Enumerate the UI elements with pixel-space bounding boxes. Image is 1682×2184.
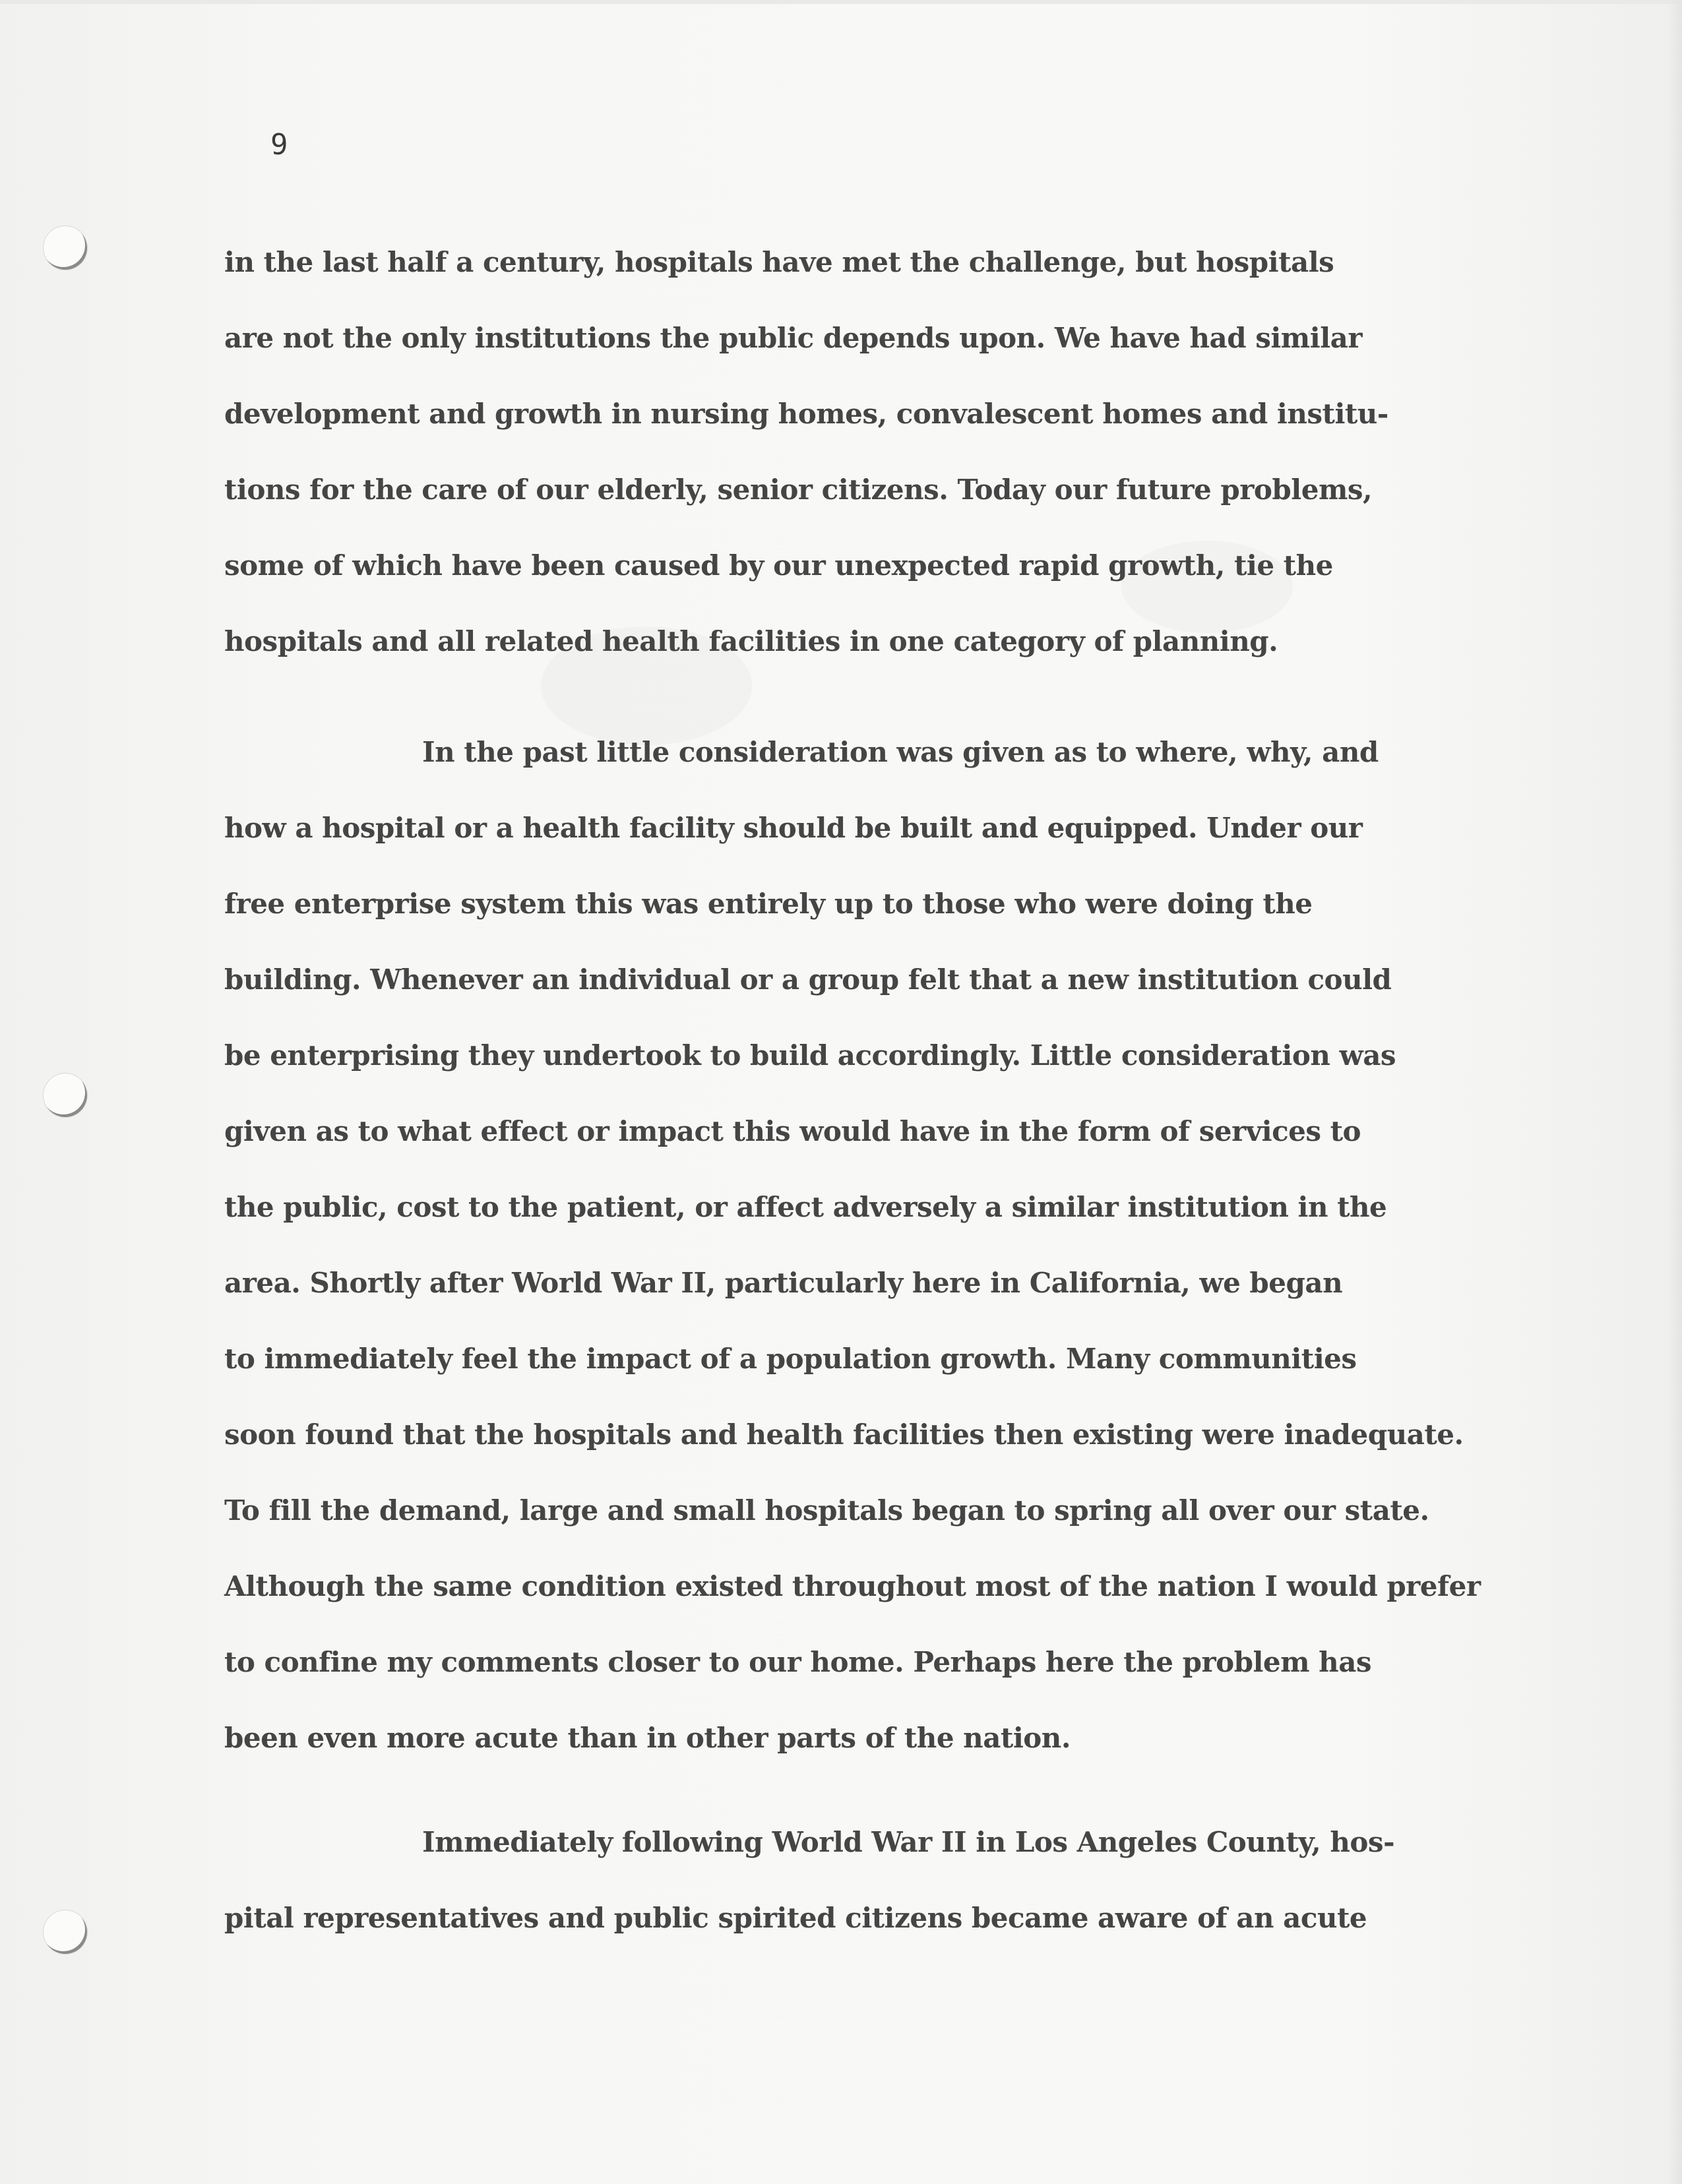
paragraph-3 [224,1804,1570,1956]
text-line: hospitals and all related health facilities in one category of planning. [224,625,1278,657]
page-number: 9 [270,128,288,162]
text-line: been even more acute than in other parts of the nation. [224,1722,1071,1754]
text-line: building. Whenever an individual or a group felt that a new institution could [224,963,1392,996]
punch-hole-icon [44,1910,87,1954]
text-line: given as to what effect or impact this would have in the form of services to [224,1115,1361,1147]
text-line: to confine my comments closer to our home. Perhaps here the problem has [224,1646,1372,1678]
text-line: development and growth in nursing homes, convalescent homes and institu- [224,398,1388,430]
text-line: Immediately following World War II in Los Angeles County, hos- [422,1826,1395,1858]
text-line: the public, cost to the patient, or affect adversely a similar institution in the [224,1191,1387,1223]
text-line: to immediately feel the impact of a population growth. Many communities [224,1343,1357,1375]
text-line: pital representatives and public spirited citizens became aware of an acute [224,1902,1367,1934]
text-line: free enterprise system this was entirely up to those who were doing the [224,888,1313,920]
page-right-edge [1667,0,1682,2184]
text-line: are not the only institutions the public depends upon. We have had similar [224,322,1362,354]
paragraph-2 [224,714,1570,1776]
punch-hole-icon [44,226,87,270]
text-line: In the past little consideration was given as to where, why, and [422,736,1379,768]
text-line: area. Shortly after World War II, particularly here in California, we began [224,1267,1343,1299]
text-line: soon found that the hospitals and health facilities then existing were inadequate. [224,1418,1464,1451]
text-line: in the last half a century, hospitals have met the challenge, but hospitals [224,246,1334,278]
text-line: be enterprising they undertook to build accordingly. Little consideration was [224,1039,1396,1072]
text-line: tions for the care of our elderly, senior citizens. Today our future problems, [224,473,1373,506]
punch-hole-icon [44,1074,87,1117]
paragraph-1 [224,224,1570,679]
text-line: Although the same condition existed throughout most of the nation I would prefer [224,1570,1481,1602]
text-line: To fill the demand, large and small hospitals began to spring all over our state. [224,1494,1429,1527]
page-top-edge [0,0,1682,4]
text-line: how a hospital or a health facility should be built and equipped. Under our [224,812,1363,844]
text-line: some of which have been caused by our unexpected rapid growth, tie the [224,549,1333,582]
